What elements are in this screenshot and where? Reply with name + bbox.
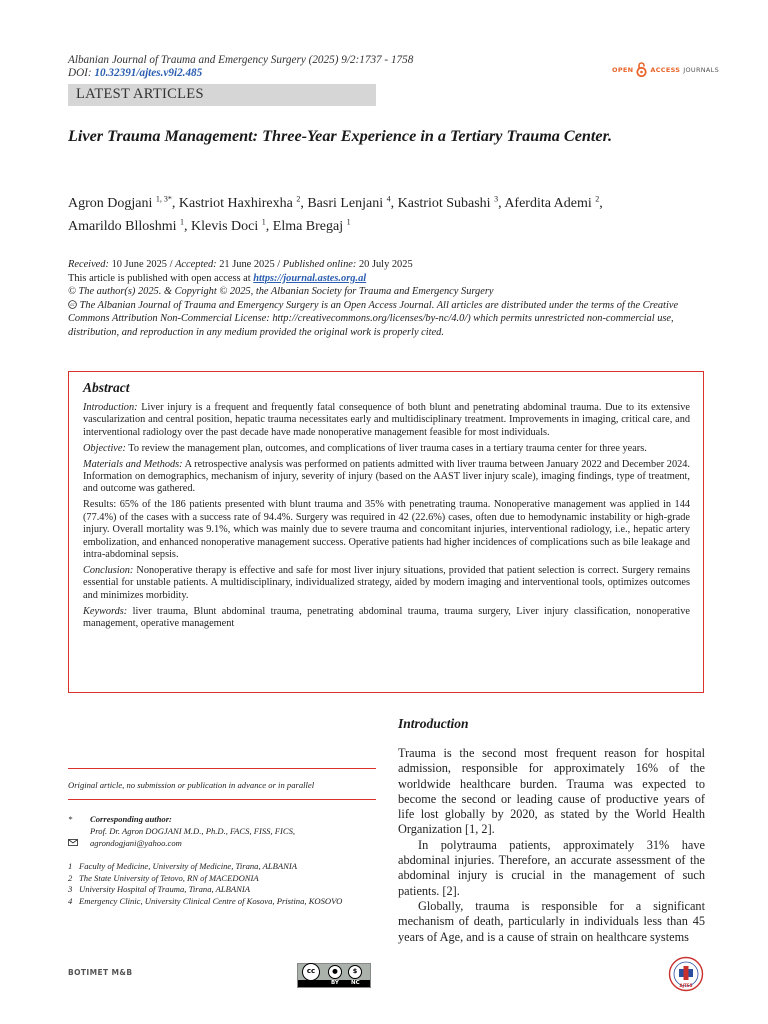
author-affiliation-mark: 3 [494, 194, 499, 203]
corr-label-row [68, 814, 376, 826]
objective-text: To review the management plan, outcomes, and complications of liver trauma cases in a tertiary trauma center for three years. [128, 442, 647, 454]
doi-label: DOI: [68, 67, 92, 79]
open-lock-icon [636, 62, 647, 77]
author-name: Amarildo Blloshmi [68, 219, 177, 235]
author [504, 196, 602, 211]
journal-citation: Albanian Journal of Trauma and Emergency Surgery (2025) 9/2:1737 - 1758 [68, 54, 414, 66]
article-meta [68, 258, 708, 339]
author-affiliation-mark: 2 [595, 194, 600, 203]
envelope-icon [68, 839, 78, 846]
cc-by-label: BY [331, 980, 339, 986]
affiliation-item [68, 873, 376, 885]
methods-text: A retrospective analysis was performed on patients admitted with liver trauma between January 2022 and December 2024. Information on demographics, mechanism of injury, severity of injury (based on the AAST liver injury scale), imaging findings, type of treatment, and outcome was gathered. [83, 458, 690, 495]
abstract-introduction [83, 402, 690, 439]
abstract-objective [83, 443, 690, 455]
oa-access-text: ACCESS [650, 65, 681, 74]
author-separator: , [184, 219, 191, 235]
note-top-rule [68, 768, 376, 769]
affiliation-text: Faculty of Medicine, University of Medicine, Tirana, ALBANIA [79, 861, 297, 871]
affiliation-number: 4 [68, 895, 73, 906]
section-label: LATEST ARTICLES [76, 86, 204, 102]
doi-link[interactable]: 10.32391/ajtes.v9i2.485 [94, 67, 203, 79]
affiliation-text: University Hospital of Trauma, Tirana, ALBANIA [79, 884, 251, 895]
author-name: Agron Dogjani [68, 195, 153, 211]
author-affiliation-mark: 1, 3* [155, 194, 172, 203]
received-date: 10 June 2025 [111, 259, 167, 270]
abstract-conclusion [83, 565, 690, 602]
license-text [68, 299, 708, 340]
note-bottom-rule [68, 799, 376, 800]
author-separator: , [171, 195, 179, 211]
article-title: Liver Trauma Management: Three-Year Experience in a Tertiary Trauma Center. [68, 127, 613, 145]
journal-url-link[interactable]: https://journal.astes.org.al [253, 272, 367, 284]
author-affiliation-mark: 2 [296, 194, 301, 203]
svg-text:cc: cc [70, 301, 75, 307]
keywords-text: liver trauma, Blunt abdominal trauma, penetrating abdominal trauma, trauma surgery, Liver injury classification, nonoperative management, operative management [83, 605, 691, 629]
affiliation-text: The State University of Tetovo, RN of MACEDONIA [79, 872, 259, 883]
author [179, 196, 307, 211]
published-date: 20 July 2025 [358, 259, 413, 270]
author-separator: , [265, 219, 273, 235]
corr-name: Prof. Dr. Agron DOGJANI M.D., Ph.D., FACS, FISS, FICS, [90, 825, 296, 836]
oa-open-text: OPEN [612, 65, 634, 74]
author [273, 219, 351, 234]
author-name: Aferdita Ademi [504, 195, 592, 211]
cc-license-badge[interactable] [297, 963, 371, 988]
intro-paragraph-3: Globally, trauma is responsible for a significant mechanism of death, particularly in individuals less than 45 years of Age, and is a cause of strain on healthcare systems [398, 898, 705, 944]
affiliation-number: 3 [68, 884, 73, 895]
author-separator: , [390, 195, 398, 211]
cc-icon: cc [302, 963, 320, 981]
author-list [68, 189, 708, 236]
doi-line [68, 67, 202, 79]
copyright-line: © The author(s) 2025. & Copyright © 2025, the Albanian Society for Trauma and Emergency Surgery [68, 286, 494, 297]
section-banner [68, 84, 376, 106]
author-separator: , [300, 195, 308, 211]
author-affiliation-mark: 4 [386, 194, 391, 203]
open-access-line [68, 272, 708, 286]
author-separator: , [599, 195, 603, 211]
author-affiliation-mark: 1 [261, 217, 266, 227]
intro-paragraph-1: Trauma is the second most frequent reason for hospital admission, responsible for approximately 16% of the worldwide healthcare burden. Trauma was expected to become the second or leading cause of productive years of life lost globally by 2020, as stated by the World Health Organization [1, 2]. [398, 746, 705, 837]
intro-paragraph-2: In polytrauma patients, approximately 31% have abdominal injuries. Therefore, an accurate assessment of the abdominal injury is crucial in the management of such patients. [2]. [398, 837, 705, 898]
open-access-logo [612, 62, 719, 77]
abstract-results: Results: 65% of the 186 patients presented with blunt trauma and 35% with penetrating trauma. Nonoperative management was applied in 144 (77.4%) of the cases with a success rate of 94.4%. Surgery was required in 42 (22.6%) cases, often due to hemodynamic instability or high-grade injury. Overall mortality was 9.1%, which was mainly due to severe trauma and concomitant injuries, interventional radiology, i.e., hepatic artery embolization, and enhanced nonoperative management success. Operative patients had higher incidences of complications such as bile leakage and intra-abdominal sepsis. [83, 499, 690, 560]
keywords-label: Keywords: [83, 605, 128, 617]
affiliation-item [68, 861, 376, 873]
accepted-date: 21 June 2025 [219, 259, 275, 270]
corr-email-row [68, 838, 376, 850]
author-affiliation-mark: 1 [346, 217, 351, 227]
publisher-logo: BOTIMET M&B [68, 968, 133, 977]
affiliation-text: Emergency Clinic, University Clinical Centre of Kosova, Pristina, KOSOVO [79, 895, 343, 906]
introduction-body [398, 746, 705, 945]
author-name: Basri Lenjani [307, 195, 384, 211]
methods-label: Materials and Methods: [83, 458, 183, 470]
affiliation-item [68, 896, 376, 908]
author-name: Kastriot Haxhirexha [178, 195, 293, 211]
affiliation-number: 1 [68, 861, 73, 871]
intro-text: Liver injury is a frequent and frequently fatal consequence of both blunt and penetrating abdominal trauma. Due to its extensive vascularization and central position, hepatic trauma necessitates early and multidisciplinary treatment. Improvements in imaging, critical care, and interventional radiology over the past decade have made nonoperative management feasible for most individuals. [83, 402, 691, 438]
cc-small-icon [68, 300, 77, 309]
ajtes-logo-text: AJTES [679, 983, 693, 988]
open-access-text: This article is published with open access at [68, 272, 251, 284]
by-person-icon: ● [328, 965, 342, 979]
dates-line: Received: 10 June 2025 / Accepted: 21 June 2025 / Published online: 20 July 2025 [68, 259, 413, 270]
corresponding-author-block [68, 814, 376, 849]
author-affiliation-mark: 1 [180, 217, 184, 227]
received-label: Received: [68, 259, 109, 270]
affiliation-number: 2 [68, 872, 73, 883]
author [68, 196, 179, 211]
author-name: Kastriot Subashi [397, 195, 491, 211]
abstract-heading: Abstract [83, 380, 130, 395]
author [68, 219, 191, 234]
oa-journals-text: JOURNALS [683, 65, 720, 74]
introduction-heading: Introduction [398, 716, 469, 731]
corr-asterisk: * [68, 814, 73, 824]
conclusion-label: Conclusion: [83, 564, 134, 576]
accepted-label: Accepted: [175, 259, 217, 270]
author-name: Klevis Doci [191, 219, 259, 235]
cc-nc-label: NC [351, 980, 360, 986]
author [191, 219, 273, 234]
objective-label: Objective: [83, 442, 126, 454]
author-separator: , [498, 195, 505, 211]
affiliations-list [68, 861, 376, 907]
corr-label: Corresponding author: [90, 814, 172, 824]
affiliation-item [68, 884, 376, 896]
corr-name-row [68, 826, 376, 838]
abstract-box [68, 371, 704, 693]
abstract-methods [83, 459, 690, 496]
corr-email-link[interactable]: agrondogjani@yahoo.com [90, 837, 182, 848]
ajtes-society-logo [668, 956, 704, 992]
author [398, 196, 505, 211]
published-label: Published online: [282, 259, 357, 270]
license-body: The Albanian Journal of Trauma and Emergency Surgery is an Open Access Journal. All articles are distributed under the terms of the Creative Commons Attribution Non-Commercial License: http://creativecommons.org/licenses/by-nc/4.0/) which permits unrestricted non-commercial use, distribution, and reproduction in any medium provided the original work is properly cited. [68, 299, 679, 338]
author [307, 196, 397, 211]
abstract-keywords [83, 606, 690, 631]
nc-dollar-icon: $ [348, 965, 362, 979]
article-type-note: Original article, no submission or publication in advance or in parallel [68, 780, 315, 790]
intro-label: Introduction: [83, 402, 138, 413]
author-name: Elma Bregaj [272, 219, 344, 235]
conclusion-text: Nonoperative therapy is effective and safe for most liver injury situations, provided that patient selection is correct. Surgery remains essential for unstable patients. A multidisciplinary, individualized strategy, aided by modern imaging and interventional tools, optimizes outcomes and minimizes morbidity. [83, 564, 690, 601]
